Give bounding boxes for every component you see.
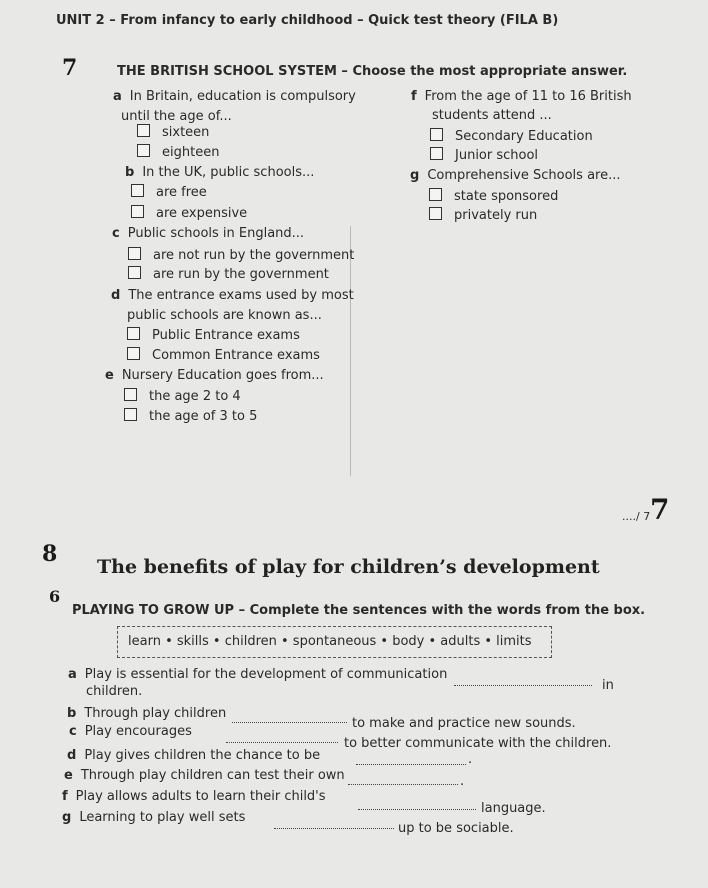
section1-total-score: 7 xyxy=(650,493,670,526)
sentence-text: Play allows adults to learn their child's xyxy=(75,789,326,804)
option-e2[interactable] xyxy=(124,408,257,424)
question-e xyxy=(105,368,324,383)
sentence-label: d xyxy=(67,748,77,763)
question-d xyxy=(111,288,354,303)
question-label: b xyxy=(125,165,135,180)
option-b2[interactable] xyxy=(131,205,247,221)
checkbox[interactable] xyxy=(430,147,443,160)
blank-e[interactable] xyxy=(348,772,458,785)
option-e1[interactable] xyxy=(124,388,241,404)
question-text: In Britain, education is compulsory xyxy=(129,89,356,104)
sentence-e-end: . xyxy=(460,774,465,789)
question-g xyxy=(410,168,620,183)
option-text: state sponsored xyxy=(454,189,559,204)
option-a1[interactable] xyxy=(137,124,209,140)
sentence-text: Through play children xyxy=(84,706,227,721)
word-box-text: learn • skills • children • spontaneous • body • adults • limits xyxy=(128,634,532,649)
sentence-text: Play is essential for the development of communication xyxy=(84,667,448,682)
checkbox[interactable] xyxy=(137,124,150,137)
sentence-text: Through play children can test their own xyxy=(80,768,345,783)
sentence-a xyxy=(68,667,447,682)
question-text: The entrance exams used by most xyxy=(128,288,354,303)
question-a xyxy=(113,89,356,104)
option-text: Junior school xyxy=(455,148,539,163)
question-f-line2: students attend ... xyxy=(432,108,552,123)
question-label: e xyxy=(105,368,114,383)
option-text: Public Entrance exams xyxy=(152,328,300,343)
checkbox[interactable] xyxy=(429,207,442,220)
checkbox[interactable] xyxy=(124,408,137,421)
sentence-text: Play encourages xyxy=(84,724,192,739)
option-text: sixteen xyxy=(162,125,210,140)
sentence-label: e xyxy=(64,768,73,783)
option-d1[interactable] xyxy=(127,327,300,343)
sentence-label: f xyxy=(62,789,68,804)
option-f2[interactable] xyxy=(430,147,538,163)
sentence-label: g xyxy=(62,810,72,825)
question-label: g xyxy=(410,168,420,183)
blank-a[interactable] xyxy=(454,673,592,686)
word-box xyxy=(117,626,552,658)
sentence-text: Play gives children the chance to be xyxy=(84,748,321,763)
option-b1[interactable] xyxy=(131,184,207,200)
sentence-text: Learning to play well sets xyxy=(79,810,246,825)
option-g1[interactable] xyxy=(429,188,558,204)
question-a-line2: until the age of... xyxy=(121,109,232,124)
column-divider xyxy=(350,226,351,476)
sentence-g xyxy=(62,810,245,825)
checkbox[interactable] xyxy=(127,347,140,360)
blank-c[interactable] xyxy=(226,730,338,743)
checkbox[interactable] xyxy=(430,128,443,141)
question-f xyxy=(411,89,632,104)
sentence-e xyxy=(64,768,345,783)
checkbox[interactable] xyxy=(127,327,140,340)
checkbox[interactable] xyxy=(429,188,442,201)
section2-title: PLAYING TO GROW UP – Complete the sentences with the words from the box. xyxy=(72,603,646,618)
question-label: a xyxy=(113,89,122,104)
page-title: UNIT 2 – From infancy to early childhood – Quick test theory (FILA B) xyxy=(56,13,559,28)
option-text: eighteen xyxy=(162,145,220,160)
sentence-f xyxy=(62,789,326,804)
question-text: Comprehensive Schools are... xyxy=(427,168,621,183)
sentence-label: a xyxy=(68,667,77,682)
question-label: d xyxy=(111,288,121,303)
question-label: f xyxy=(411,89,417,104)
question-d-line2: public schools are known as... xyxy=(127,308,322,323)
blank-g[interactable] xyxy=(274,816,394,829)
option-text: Secondary Education xyxy=(455,129,593,144)
section1-score: 7 xyxy=(62,55,78,81)
sentence-d-end: . xyxy=(468,752,473,767)
question-label: c xyxy=(112,226,120,241)
sentence-b xyxy=(67,706,226,721)
checkbox[interactable] xyxy=(137,144,150,157)
option-d2[interactable] xyxy=(127,347,320,363)
section1-total: ..../ 7 xyxy=(622,510,651,523)
checkbox[interactable] xyxy=(131,184,144,197)
blank-f[interactable] xyxy=(358,797,476,810)
option-text: are free xyxy=(156,185,207,200)
question-text: From the age of 11 to 16 British xyxy=(424,89,632,104)
option-f1[interactable] xyxy=(430,128,593,144)
option-text: privately run xyxy=(454,208,538,223)
option-text: the age of 3 to 5 xyxy=(149,409,258,424)
option-text: Common Entrance exams xyxy=(152,348,320,363)
option-text: the age 2 to 4 xyxy=(149,389,241,404)
option-text: are not run by the government xyxy=(153,248,355,263)
question-text: In the UK, public schools... xyxy=(142,165,315,180)
option-text: are run by the government xyxy=(153,267,329,282)
question-text: Public schools in England... xyxy=(127,226,305,241)
section2-number: 8 xyxy=(42,541,58,567)
blank-b[interactable] xyxy=(232,710,347,723)
question-c xyxy=(112,226,304,241)
sentence-g-end: up to be sociable. xyxy=(398,821,514,836)
blank-d[interactable] xyxy=(356,752,466,765)
sentence-c-end: to better communicate with the children. xyxy=(344,736,612,751)
checkbox[interactable] xyxy=(128,247,141,260)
option-c2[interactable] xyxy=(128,266,329,282)
section2-heading: The benefits of play for children’s development xyxy=(97,556,600,578)
sentence-a-line2: children. xyxy=(86,684,143,699)
option-c1[interactable] xyxy=(128,247,354,263)
question-b xyxy=(125,165,314,180)
section2-score: 6 xyxy=(49,587,61,606)
question-text: Nursery Education goes from... xyxy=(121,368,324,383)
option-a2[interactable] xyxy=(137,144,219,160)
sentence-label: c xyxy=(69,724,77,739)
checkbox[interactable] xyxy=(124,388,137,401)
sentence-b-end: to make and practice new sounds. xyxy=(352,716,576,731)
sentence-f-end: language. xyxy=(481,801,546,816)
option-g2[interactable] xyxy=(429,207,537,223)
sentence-a-in: in xyxy=(602,678,614,693)
sentence-d xyxy=(67,748,320,763)
section1-title: THE BRITISH SCHOOL SYSTEM – Choose the most appropriate answer. xyxy=(117,64,628,79)
checkbox[interactable] xyxy=(128,266,141,279)
option-text: are expensive xyxy=(156,206,248,221)
sentence-c xyxy=(69,724,192,739)
sentence-label: b xyxy=(67,706,77,721)
checkbox[interactable] xyxy=(131,205,144,218)
